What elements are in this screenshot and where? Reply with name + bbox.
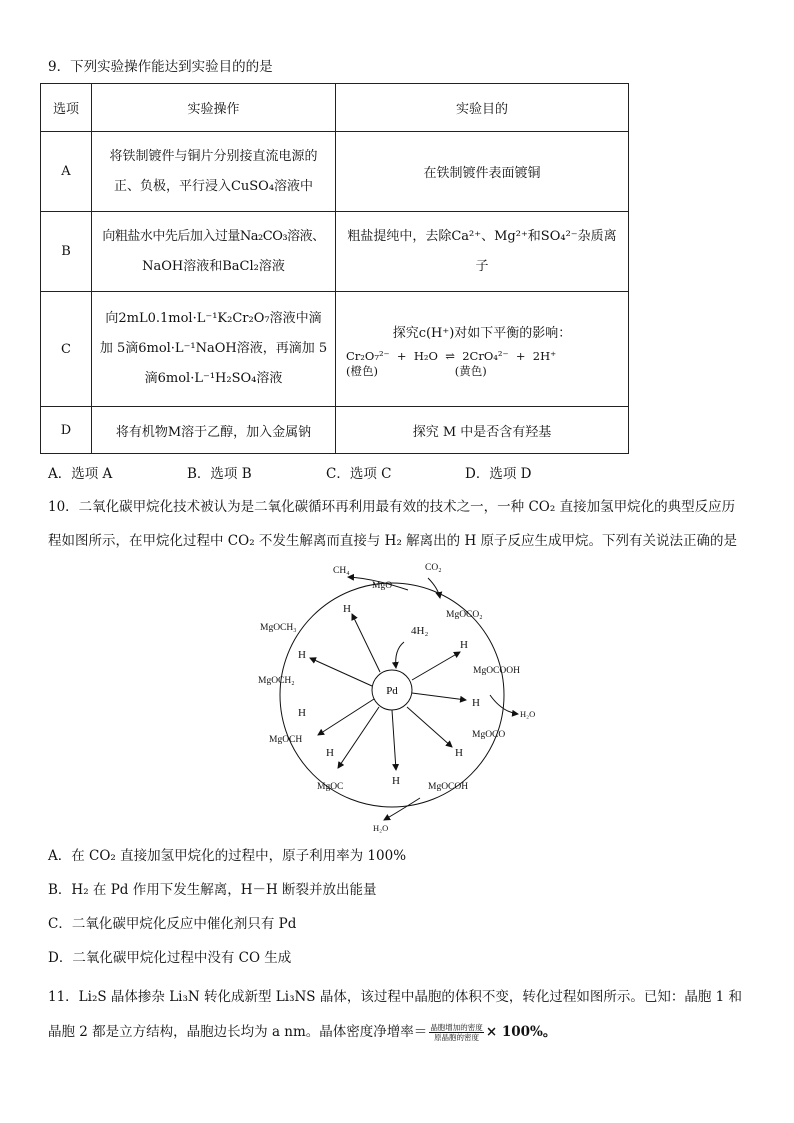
node-mgoch3: MgOCH₃ <box>260 623 297 633</box>
question-9-options <box>48 462 604 482</box>
node-mgoc: MgOC <box>317 782 344 792</box>
h-label: H <box>326 747 334 759</box>
purpose-line: 粗盐提纯中，去除Ca²⁺、Mg²⁺和SO₄²⁻杂质离 <box>347 228 617 244</box>
q10-option-a[interactable]: A．在 CO₂ 直接加氢甲烷化的过程中，原子利用率为 100% <box>48 848 407 864</box>
question-11-stem-line1: 11．Li₂S 晶体掺杂 Li₃N 转化成新型 Li₃NS 晶体，该过程中晶胞的体积不变，转化过程如图所示。已知：晶胞 1 和 <box>48 989 743 1005</box>
h2-label: 4H₂ <box>411 625 429 637</box>
experiment-table <box>40 83 629 454</box>
option-b[interactable]: B．选项 B <box>187 466 252 482</box>
node-mgocoh: MgOCOH <box>428 782 469 792</box>
row-operation <box>92 292 336 407</box>
row-option: A <box>41 132 92 212</box>
row-purpose <box>336 212 629 292</box>
row-purpose: 在铁制镀件表面镀铜 <box>336 132 629 212</box>
h-label: H <box>298 649 306 661</box>
q10-option-b[interactable]: B．H₂ 在 Pd 作用下发生解离，H－H 断裂并放出能量 <box>48 882 377 898</box>
h-label: H <box>472 697 480 709</box>
h-label: H <box>343 603 351 615</box>
node-mgoco: MgOCO <box>472 730 506 740</box>
node-mgo: MgO <box>372 581 393 591</box>
ch4-label: CH₄ <box>333 566 350 576</box>
purpose-line: 子 <box>475 258 489 274</box>
h-label: H <box>460 639 468 651</box>
node-mgocooh: MgOCOOH <box>473 666 520 676</box>
table-row <box>41 132 629 212</box>
fraction-denominator: 原晶胞的密度 <box>434 1033 480 1042</box>
operation-line: 向2mL0.1mol·L⁻¹K₂Cr₂O₇溶液中滴 <box>105 311 322 326</box>
row-operation <box>92 212 336 292</box>
header-option: 选项 <box>41 84 92 132</box>
h-label: H <box>455 747 463 759</box>
operation-line: 向粗盐水中先后加入过量Na₂CO₃溶液、 <box>102 228 325 244</box>
operation-line: 将铁制镀件与铜片分别接直流电源的 <box>109 148 318 164</box>
header-purpose: 实验目的 <box>336 84 629 132</box>
h2o-label-1: H₂O <box>520 709 536 719</box>
table-row <box>41 212 629 292</box>
h-label: H <box>392 775 400 787</box>
option-c[interactable]: C．选项 C <box>326 466 392 482</box>
equilibrium-equation: Cr₂O₇²⁻ + H₂O ⇌ 2CrO₄²⁻ + 2H⁺ <box>346 349 557 363</box>
row-purpose: 探究 M 中是否含有羟基 <box>336 407 629 454</box>
stem-text: × 100%。 <box>485 1024 557 1040</box>
question-9-title: 9．下列实验操作能达到实验目的的是 <box>48 59 273 75</box>
row-option: C <box>41 292 92 407</box>
question-10-stem-line2: 程如图所示，在甲烷化过程中 CO₂ 不发生解离而直接与 H₂ 解离出的 H 原子反应生成甲烷。下列有关说法正确的是 <box>48 533 738 549</box>
node-mgoch2: MgOCH₂ <box>258 676 295 686</box>
row-option: D <box>41 407 92 454</box>
h2o-release-arrow-2 <box>384 798 420 820</box>
co2-label: CO₂ <box>425 563 442 573</box>
purpose-line: 探究c(H⁺)对如下平衡的影响： <box>392 326 572 341</box>
operation-line: 加 5滴6mol·L⁻¹NaOH溶液，再滴加 5 <box>99 341 328 356</box>
table-row <box>41 292 629 407</box>
table-header-row <box>41 84 629 132</box>
header-operation: 实验操作 <box>92 84 336 132</box>
density-fraction <box>429 1023 484 1042</box>
row-operation: 将有机物M溶于乙醇，加入金属钠 <box>92 407 336 454</box>
h-label: H <box>298 707 306 719</box>
co2-entry-arrow <box>428 578 440 598</box>
stem-text: 晶胞 2 都是立方结构，晶胞边长均为 a nm。晶体密度净增率＝ <box>48 1024 428 1040</box>
q10-option-d[interactable]: D．二氧化碳甲烷化过程中没有 CO 生成 <box>48 950 292 966</box>
question-11-stem-line2 <box>48 1022 556 1042</box>
operation-line: NaOH溶液和BaCl₂溶液 <box>142 258 285 274</box>
node-mgoco2: MgOCO₂ <box>446 610 483 620</box>
q10-option-c[interactable]: C．二氧化碳甲烷化反应中催化剂只有 Pd <box>48 916 297 932</box>
node-mgoch: MgOCH <box>269 735 303 745</box>
question-10-stem-line1: 10．二氧化碳甲烷化技术被认为是二氧化碳循环再利用最有效的技术之一，一种 CO₂ 直接加氢甲烷化的典型反应历 <box>48 499 736 515</box>
table-row <box>41 407 629 454</box>
option-d[interactable]: D．选项 D <box>465 466 532 482</box>
methanation-cycle-diagram <box>238 555 558 840</box>
row-purpose <box>336 292 629 407</box>
row-option: B <box>41 212 92 292</box>
pd-label: Pd <box>386 685 398 697</box>
operation-line: 正、负极，平行浸入CuSO₄溶液中 <box>113 178 314 194</box>
h2o-label-2: H₂O <box>373 823 389 833</box>
fraction-numerator: 晶胞增加的密度 <box>430 1023 483 1032</box>
row-operation <box>92 132 336 212</box>
h2-arrow <box>396 642 404 668</box>
operation-line: 滴6mol·L⁻¹H₂SO₄溶液 <box>144 371 283 386</box>
equilibrium-colors: (橙色) (黄色) <box>346 364 487 378</box>
option-a[interactable]: A．选项 A <box>48 466 113 482</box>
